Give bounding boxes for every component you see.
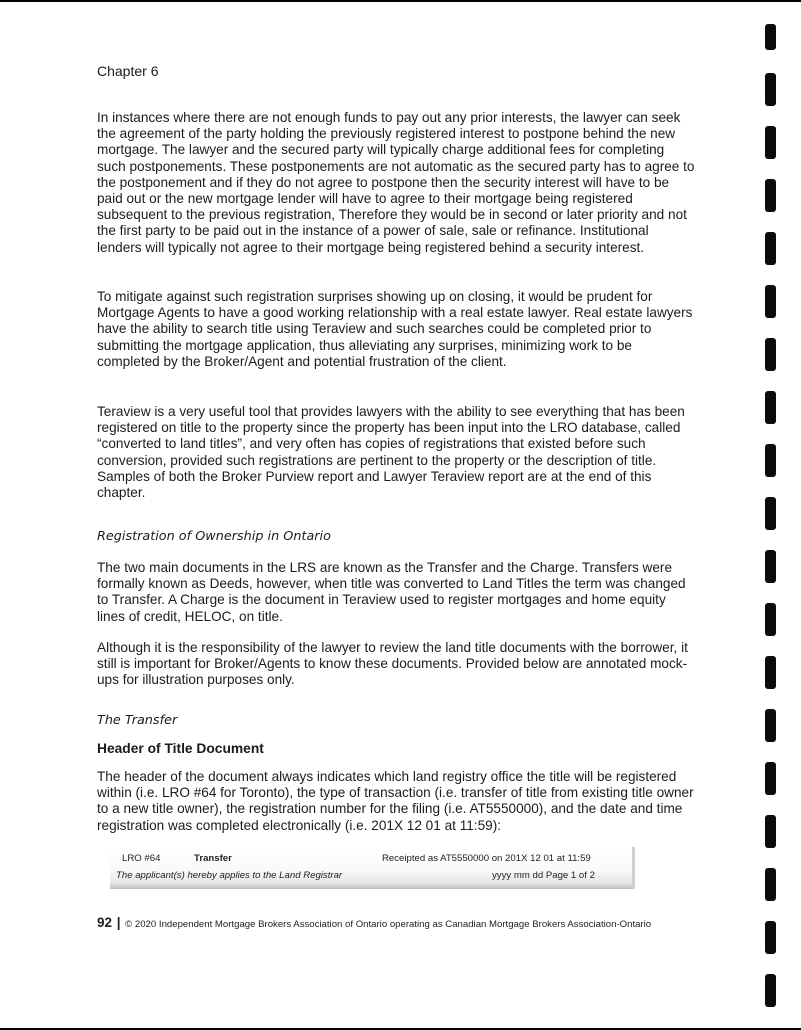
binder-tab — [765, 24, 776, 50]
title-document-header-mockup — [110, 847, 635, 889]
binder-tab — [765, 497, 776, 530]
header-row-1 — [116, 853, 622, 865]
page-number: 92 — [97, 915, 113, 930]
binder-tab — [765, 285, 776, 318]
chapter-label: Chapter 6 — [97, 63, 159, 79]
binder-tab — [765, 550, 776, 583]
heading-transfer: The Transfer — [97, 713, 178, 728]
paragraph-teraview: Teraview is a very useful tool that provides lawyers with the ability to see everything that has been registered on title to the property since the property has been input into the LRO database, called “converted to land titles”, and very often has copies of registrations that existed before such conversion, provided such registrations are pertinent to the property or the description of title. Samples of both the Broker Purview report and Lawyer Teraview report are at the end of this chapter. — [97, 404, 685, 501]
receipted-info: Receipted as AT5550000 on 201X 12 01 at 11:59 — [382, 853, 591, 864]
binder-tab — [765, 921, 776, 954]
copyright-text: © 2020 Independent Mortgage Brokers Association of Ontario operating as Canadian Mortgage Brokers Association-Ontario — [125, 919, 652, 930]
binder-tab — [765, 656, 776, 689]
lro-label: LRO #64 — [122, 853, 161, 864]
binder-tab — [765, 444, 776, 477]
header-row-2 — [116, 870, 622, 882]
paragraph-mitigation: To mitigate against such registration surprises showing up on closing, it would be prudent for Mortgage Agents to have a good working relationship with a real estate lawyer. Real estate lawyers have the ability to search title using Teraview and such searches could be completed prior to submitting the mortgage application, thus alleviating any surprises, minimizing work to be completed by the Broker/Agent and potential frustration of the client. — [97, 289, 693, 369]
binder-tab — [765, 815, 776, 848]
applicant-statement: The applicant(s) hereby applies to the Land Registrar — [116, 870, 343, 881]
top-edge — [0, 0, 801, 2]
heading-header-of-title: Header of Title Document — [97, 741, 264, 756]
binder-tab — [765, 391, 776, 424]
paragraph-responsibility: Although it is the responsibility of the lawyer to review the land title documents with the borrower, it still is important for Broker/Agents to know these documents. Provided below are annotated mock-ups for illustration purposes only. — [97, 640, 688, 688]
binder-tab — [765, 126, 776, 159]
binder-tab — [765, 603, 776, 636]
binder-tab — [765, 338, 776, 371]
binder-tab — [765, 974, 776, 1007]
binder-tab — [765, 762, 776, 795]
footer-separator: | — [116, 915, 121, 930]
page-footer — [97, 915, 651, 930]
binder-tab — [765, 709, 776, 742]
paragraph-header-description: The header of the document always indicates which land registry office the title will be registered within (i.e. LRO #64 for Toronto), the type of transaction (i.e. transfer of title from existing title owner to a new title owner), the registration number for the filing (i.e. AT5550000), and the date and time registration was completed electronically (i.e. 201X 12 01 at 11:59): — [97, 769, 694, 833]
binder-tab — [765, 73, 776, 106]
date-page-info: yyyy mm dd Page 1 of 2 — [492, 870, 595, 881]
paragraph-postponement: In instances where there are not enough funds to pay out any prior interests, the lawyer can seek the agreement of the party holding the previously registered interest to postpone behind the new mortgage. The lawyer and the secured party will typically charge additional fees for completing such postponements. These postponements are not automatic as the secured party has to agree to the postponement and if they do not agree to postpone then the security interest will have to be paid out or the new mortgage lender will have to agree to their mortgage being registered subsequent to the previous registration, Therefore they would be in second or later priority and not the first party to be paid out in the instance of a power of sale, sale or refinance. Institutional lenders will typically not agree to their mortgage being registered behind a security interest. — [97, 110, 695, 255]
binder-tab — [765, 179, 776, 212]
binder-tab — [765, 868, 776, 901]
transaction-type: Transfer — [194, 853, 232, 864]
binder-tab — [765, 232, 776, 265]
paragraph-main-documents: The two main documents in the LRS are known as the Transfer and the Charge. Transfers were formally known as Deeds, however, when title was converted to Land Titles the term was changed to Transfer. A Charge is the document in Teraview used to register mortgages and home equity lines of credit, HELOC, on title. — [97, 560, 686, 624]
heading-registration: Registration of Ownership in Ontario — [97, 529, 331, 544]
